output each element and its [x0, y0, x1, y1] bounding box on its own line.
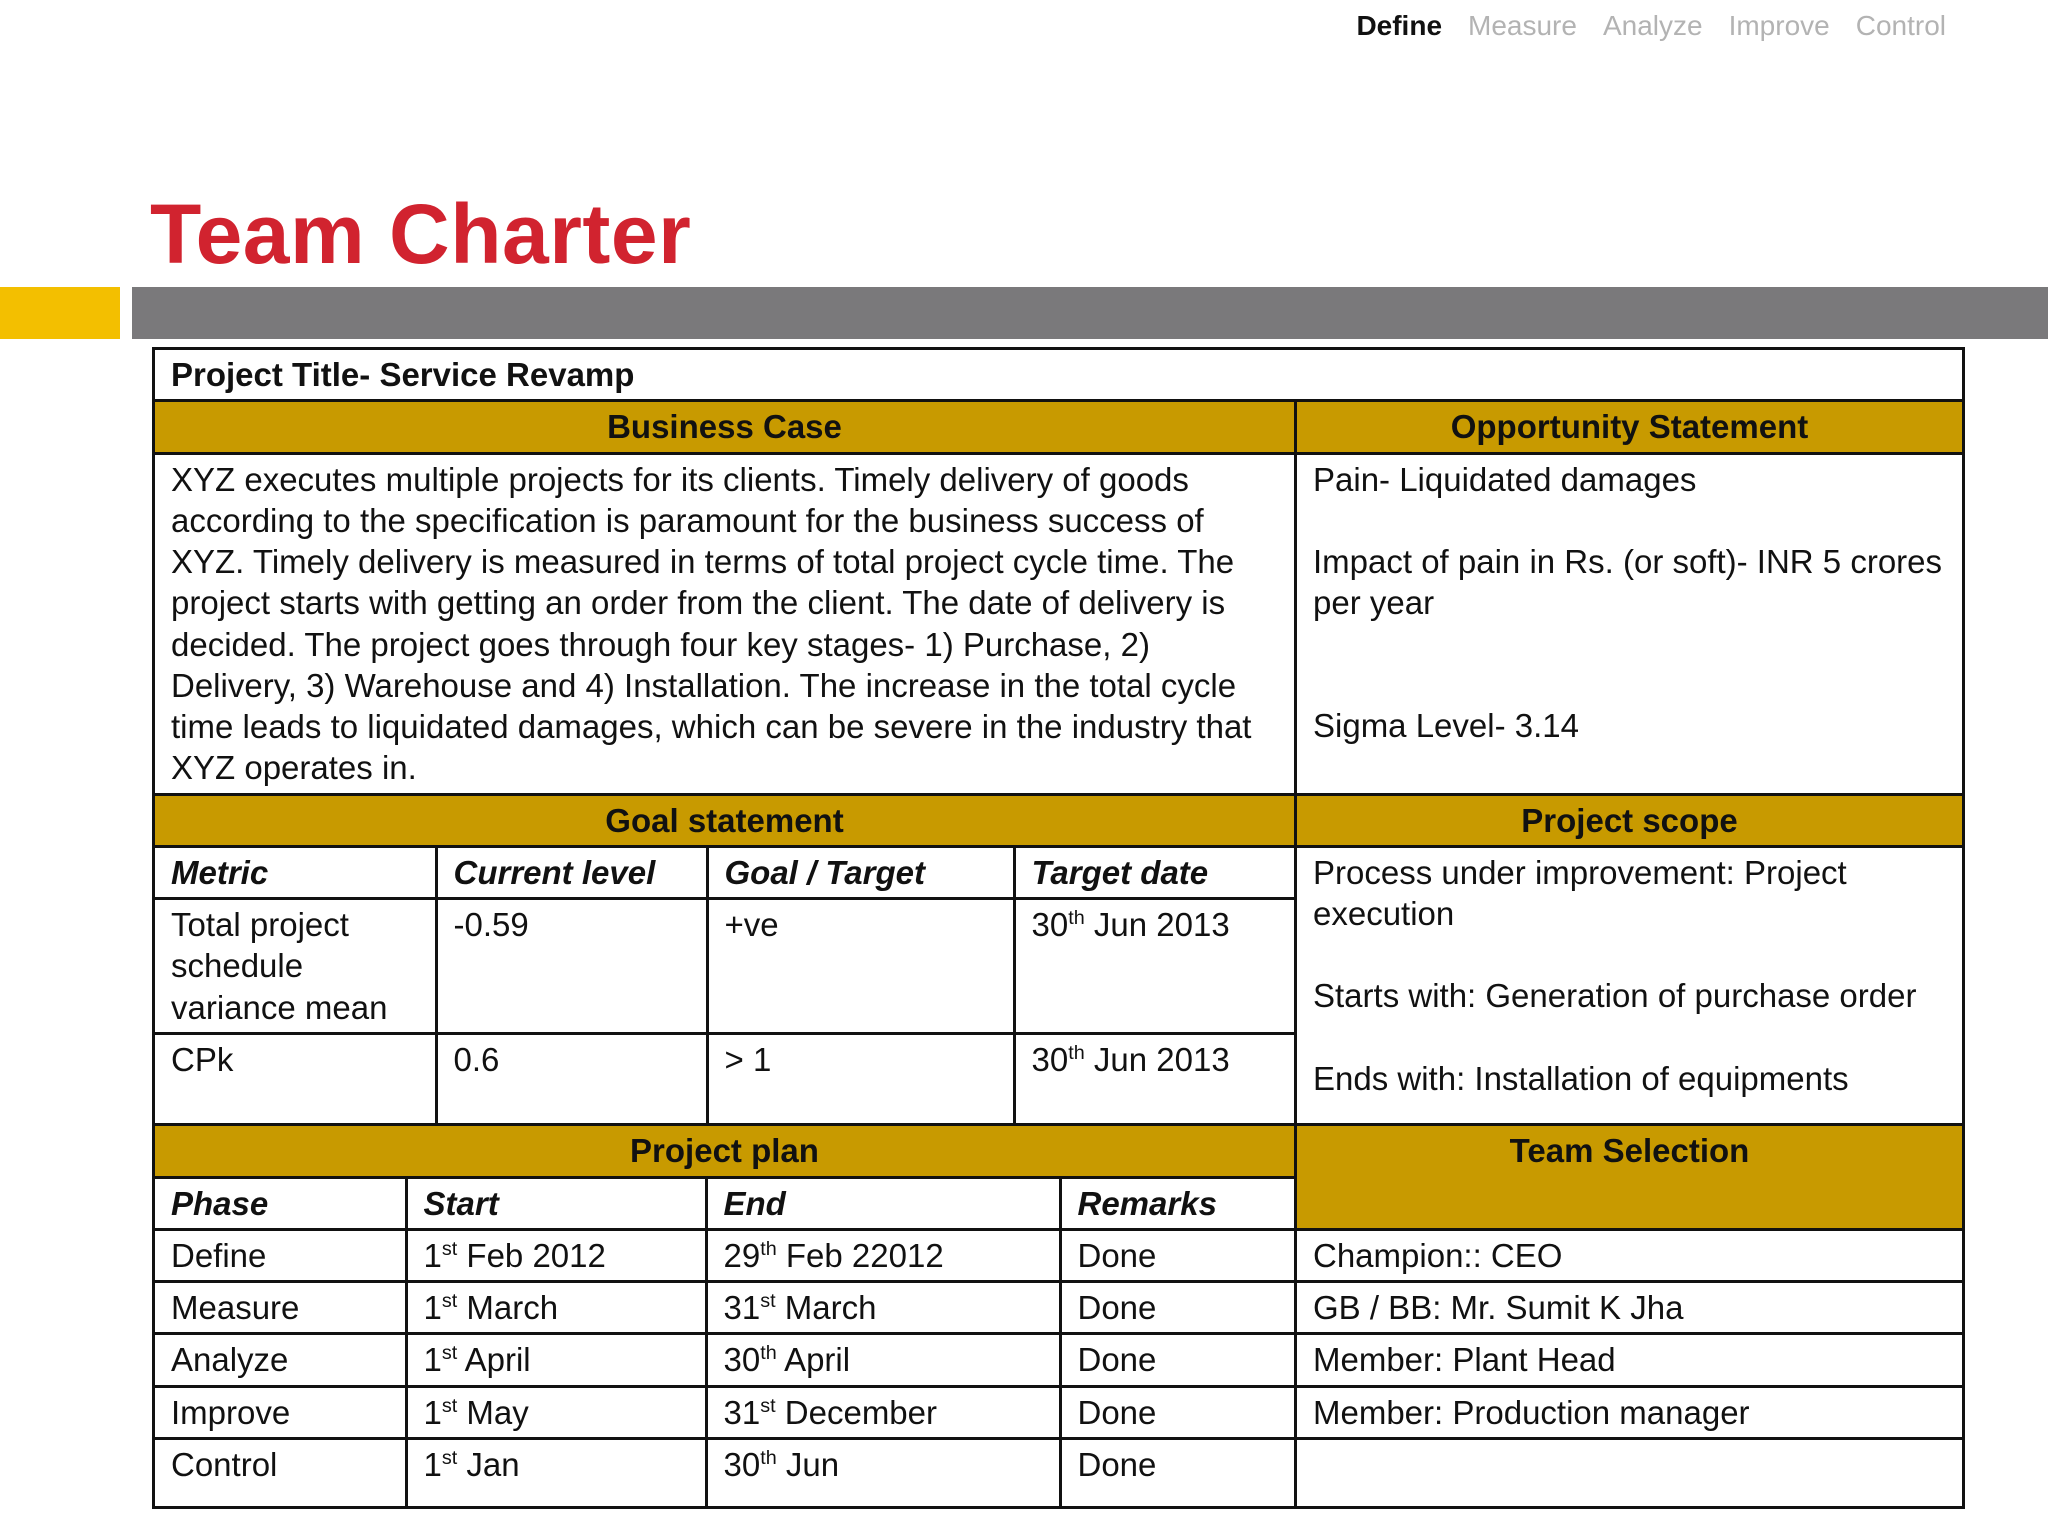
goal-metric: Total project schedule variance mean	[155, 899, 436, 1034]
business-case-header: Business Case	[154, 401, 1296, 453]
plan-start: 1st May	[406, 1386, 706, 1438]
plan-phase: Define	[155, 1231, 406, 1282]
plan-col-remarks: Remarks	[1060, 1179, 1297, 1228]
plan-col-end: End	[706, 1179, 1060, 1228]
opportunity-cell	[1296, 453, 1964, 794]
opportunity-pain: Pain- Liquidated damages	[1313, 460, 1697, 498]
title-area	[150, 186, 691, 283]
team-row	[1297, 1386, 1962, 1438]
goal-row	[155, 899, 1297, 1034]
plan-remarks: Done	[1060, 1386, 1297, 1438]
team-selection-header: Team Selection	[1296, 1125, 1964, 1230]
team-row	[1297, 1282, 1962, 1334]
plan-end: 29th Feb 22012	[706, 1231, 1060, 1282]
goal-date: 30th Jun 2013	[1014, 899, 1297, 1034]
team-member: GB / BB: Mr. Sumit K Jha	[1297, 1282, 1962, 1334]
plan-row	[155, 1231, 1297, 1282]
business-opportunity-row	[154, 453, 1964, 794]
goal-col-metric: Metric	[155, 848, 436, 899]
goal-target: > 1	[707, 1033, 1014, 1123]
goal-metric: CPk	[155, 1033, 436, 1123]
nav-item-define[interactable]: Define	[1356, 10, 1443, 41]
nav-item-improve[interactable]: Improve	[1728, 10, 1830, 41]
project-plan-header: Project plan	[154, 1125, 1296, 1177]
project-title: Project Title- Service Revamp	[154, 349, 1964, 401]
goal-row	[155, 1033, 1297, 1123]
plan-end: 31st March	[706, 1282, 1060, 1334]
team-row	[1297, 1231, 1962, 1282]
plan-phase: Control	[155, 1438, 406, 1506]
plan-body-table	[155, 1231, 1297, 1507]
goal-col-current: Current level	[436, 848, 707, 899]
project-scope-header: Project scope	[1296, 794, 1964, 846]
plan-phase: Analyze	[155, 1334, 406, 1386]
goal-col-date: Target date	[1014, 848, 1297, 899]
plan-end: 30th April	[706, 1334, 1060, 1386]
team-charter-table	[152, 347, 1965, 1509]
page-title: Team Charter	[150, 187, 692, 281]
project-title-row	[154, 349, 1964, 401]
plan-start: 1st April	[406, 1334, 706, 1386]
plan-remarks: Done	[1060, 1334, 1297, 1386]
opportunity-impact: Impact of pain in Rs. (or soft)- INR 5 crores per year	[1313, 542, 1943, 621]
team-row	[1297, 1334, 1962, 1386]
plan-row	[155, 1334, 1297, 1386]
plan-col-phase: Phase	[155, 1179, 406, 1228]
nav-item-measure[interactable]: Measure	[1468, 10, 1577, 41]
plan-row	[155, 1438, 1297, 1506]
nav-item-control[interactable]: Control	[1855, 10, 1946, 41]
team-member: Champion:: CEO	[1297, 1231, 1962, 1282]
opportunity-sigma: Sigma Level- 3.14	[1313, 707, 1579, 745]
scope-starts: Starts with: Generation of purchase order	[1313, 977, 1917, 1015]
plan-phase: Improve	[155, 1386, 406, 1438]
plan-table	[155, 1179, 1297, 1228]
plan-col-start: Start	[406, 1179, 706, 1228]
plan-team-header-row	[154, 1125, 1964, 1177]
project-scope-cell	[1296, 846, 1964, 1125]
plan-header-row	[155, 1179, 1297, 1228]
team-row	[1297, 1438, 1962, 1506]
goal-date: 30th Jun 2013	[1014, 1033, 1297, 1123]
plan-start: 1st Feb 2012	[406, 1231, 706, 1282]
scope-ends: Ends with: Installation of equipments	[1313, 1059, 1849, 1097]
goal-scope-header-row	[154, 794, 1964, 846]
plan-table-cell	[154, 1177, 1296, 1229]
team-body-cell	[1296, 1229, 1964, 1508]
team-member: Member: Production manager	[1297, 1386, 1962, 1438]
team-member	[1297, 1438, 1962, 1506]
business-case-text: XYZ executes multiple projects for its clients. Timely delivery of goods according to the specification is paramount for the business success of XYZ. Timely delivery is measured in terms of total project cycle time. The project starts with getting an order from the client. The date of delivery is decided. The project goes through four key stages- 1) Purchase, 2) Delivery, 3) Warehouse and 4) Installation. The increase in the total cycle time leads to liquidated damages, which can be severe in the industry that XYZ operates in.	[154, 453, 1296, 794]
plan-row	[155, 1386, 1297, 1438]
goal-current: 0.6	[436, 1033, 707, 1123]
plan-end: 30th Jun	[706, 1438, 1060, 1506]
goal-statement-header: Goal statement	[154, 794, 1296, 846]
plan-remarks: Done	[1060, 1231, 1297, 1282]
plan-remarks: Done	[1060, 1282, 1297, 1334]
opportunity-header: Opportunity Statement	[1296, 401, 1964, 453]
goal-col-target: Goal / Target	[707, 848, 1014, 899]
plan-remarks: Done	[1060, 1438, 1297, 1506]
goal-target: +ve	[707, 899, 1014, 1034]
plan-row	[155, 1282, 1297, 1334]
scope-process: Process under improvement: Project execution	[1313, 853, 1847, 932]
section-header-row	[154, 401, 1964, 453]
plan-end: 31st December	[706, 1386, 1060, 1438]
plan-body-cell	[154, 1229, 1296, 1508]
team-table	[1297, 1231, 1962, 1507]
plan-team-body-row	[154, 1229, 1964, 1508]
accent-bar-gray	[132, 287, 2048, 339]
goal-current: -0.59	[436, 899, 707, 1034]
plan-phase: Measure	[155, 1282, 406, 1334]
plan-start: 1st Jan	[406, 1438, 706, 1506]
goal-header-row	[155, 848, 1297, 899]
accent-bar-yellow	[0, 287, 120, 339]
phase-nav	[1356, 10, 1946, 42]
team-member: Member: Plant Head	[1297, 1334, 1962, 1386]
nav-item-analyze[interactable]: Analyze	[1602, 10, 1703, 41]
plan-start: 1st March	[406, 1282, 706, 1334]
goal-table-cell	[154, 846, 1296, 1125]
goal-table	[155, 848, 1297, 1124]
goal-scope-row	[154, 846, 1964, 1125]
